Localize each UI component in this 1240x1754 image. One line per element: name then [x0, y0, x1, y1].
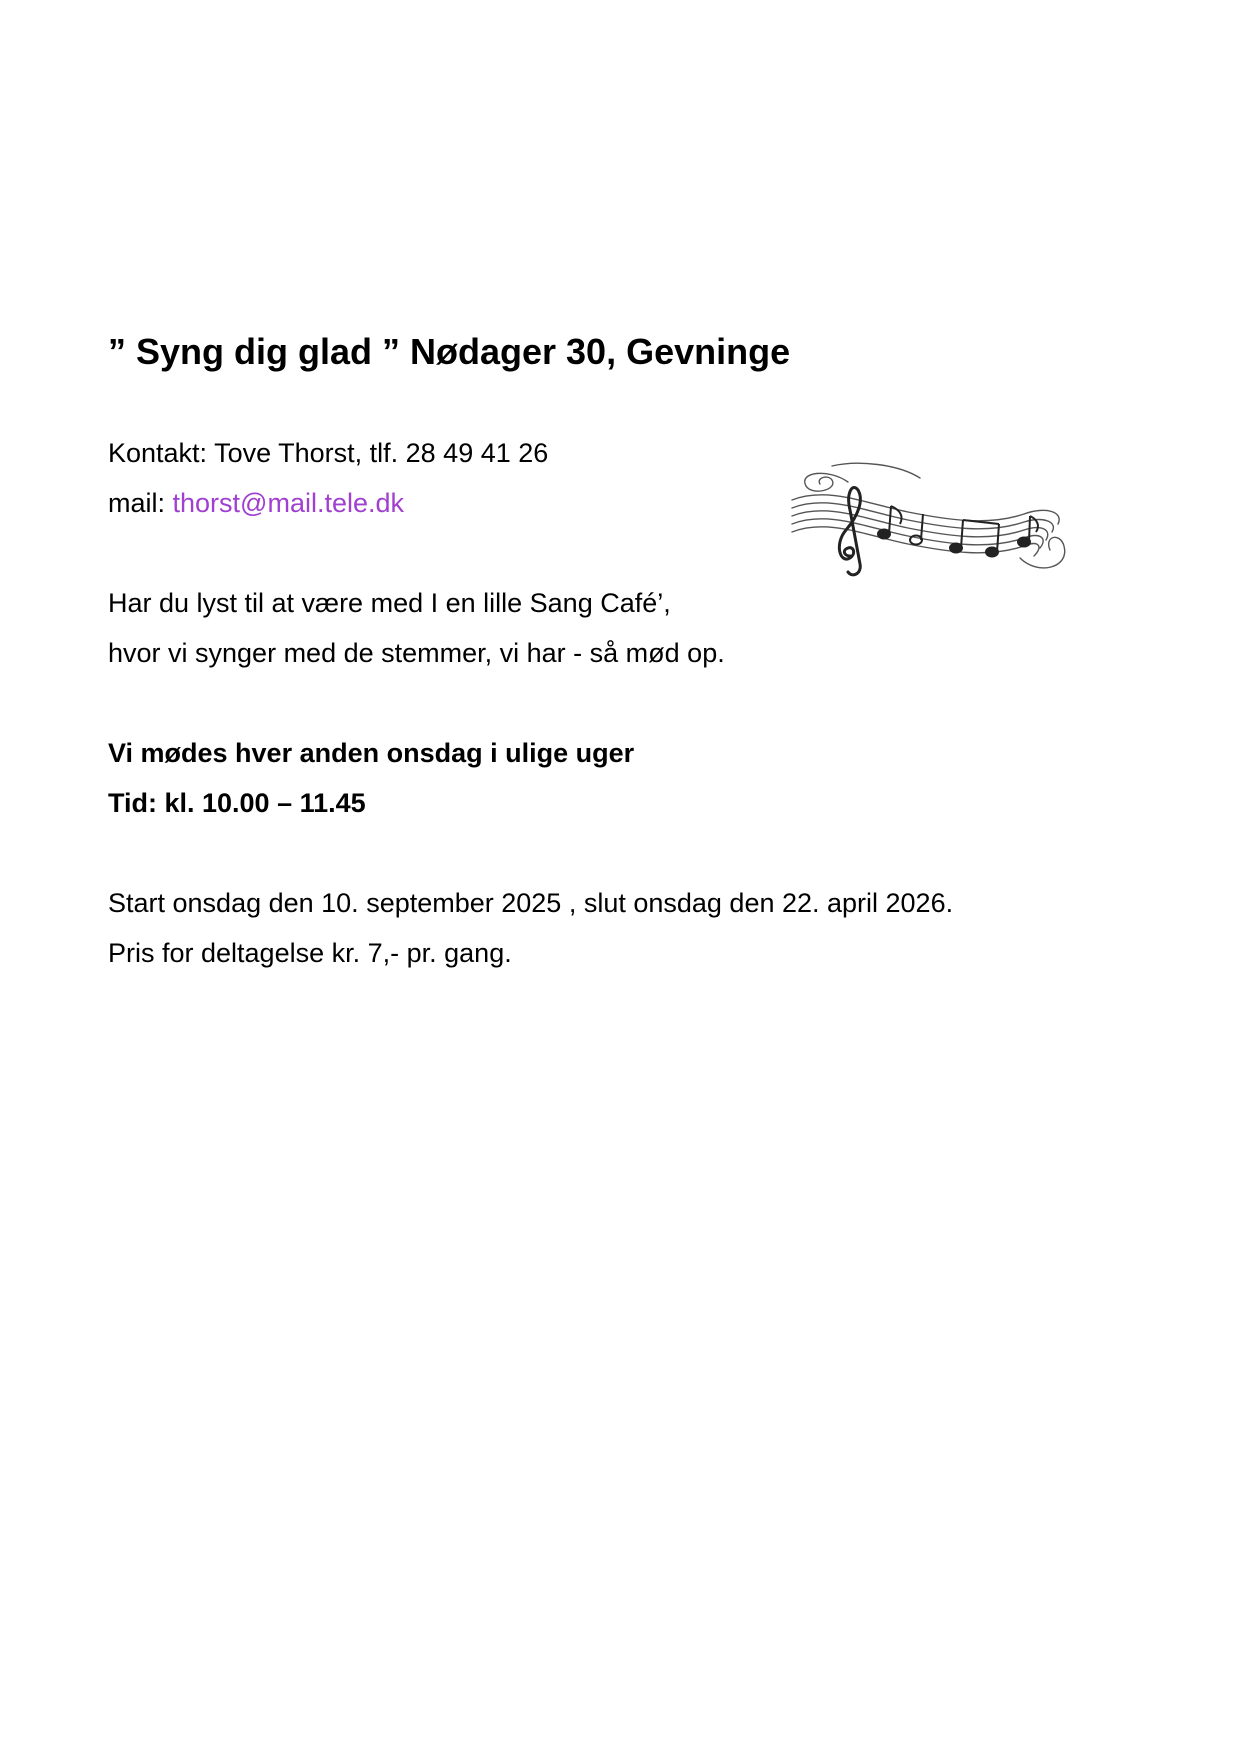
price-line: Pris for deltagelse kr. 7,- pr. gang. — [108, 938, 512, 968]
mail-label: mail: — [108, 488, 173, 518]
email-link[interactable]: thorst@mail.tele.dk — [172, 488, 405, 518]
contact-line: Kontakt: Tove Thorst, tlf. 28 49 41 26 — [108, 438, 549, 468]
season-dates: Start onsdag den 10. september 2025 , slut onsdag den 22. april 2026. — [108, 888, 954, 918]
intro-line-2: hvor vi synger med de stemmer, vi har - så mød op. — [108, 638, 725, 668]
meeting-schedule: Vi mødes hver anden onsdag i ulige uger — [108, 738, 635, 768]
meeting-time: Tid: kl. 10.00 – 11.45 — [108, 788, 366, 818]
document-title: ” Syng dig glad ” Nødager 30, Gevninge — [108, 331, 791, 372]
music-notes-staff-icon — [788, 460, 1070, 584]
mail-line — [108, 486, 404, 520]
intro-line-1: Har du lyst til at være med I en lille Sang Café’, — [108, 588, 671, 618]
